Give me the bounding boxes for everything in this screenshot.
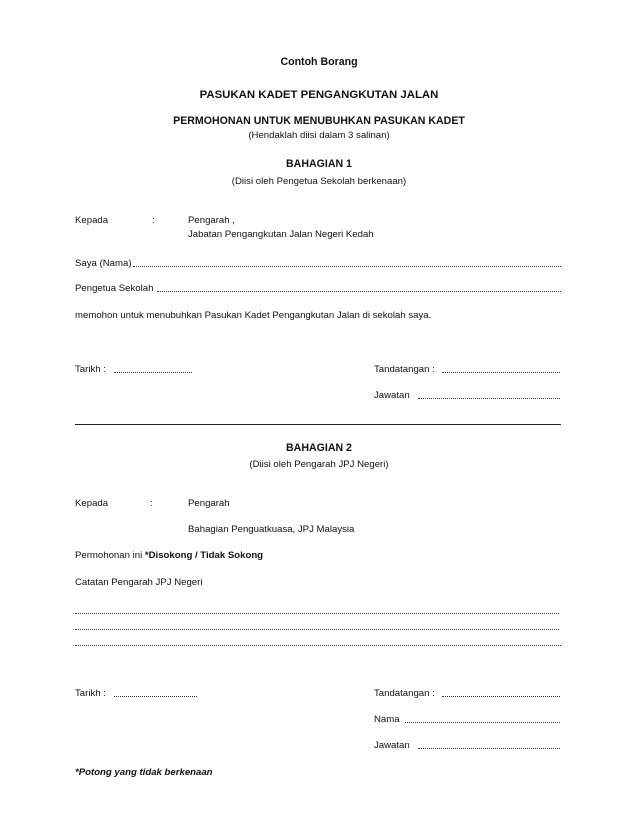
section-divider <box>75 424 561 425</box>
s1-name-label: Saya (Nama) <box>75 258 132 269</box>
s2-name-field[interactable] <box>405 722 560 723</box>
s2-date-label: Tarikh : <box>75 688 106 699</box>
s1-to-colon: : <box>152 215 155 226</box>
s2-application-prefix: Permohonan ini <box>75 550 145 561</box>
section1-heading: BAHAGIAN 1 <box>286 158 352 170</box>
s2-notes-line-1[interactable] <box>75 613 559 614</box>
s1-to-line2: Jabatan Pengangkutan Jalan Negeri Kedah <box>188 229 374 240</box>
s1-to-label: Kepada <box>75 215 109 226</box>
s2-name-label: Nama <box>374 714 400 725</box>
s2-application-line <box>75 550 263 562</box>
s1-signature-field[interactable] <box>442 372 560 373</box>
s1-date-field[interactable] <box>114 372 192 373</box>
sample-title: Contoh Borang <box>280 56 358 68</box>
copies-note: (Hendaklah diisi dalam 3 salinan) <box>248 130 390 141</box>
section2-subheading: (Diisi oleh Pengarah JPJ Negeri) <box>249 459 389 470</box>
s1-date-label: Tarikh : <box>75 364 106 375</box>
s2-to-label: Kepada <box>75 498 109 509</box>
org-title: PASUKAN KADET PENGANGKUTAN JALAN <box>199 89 439 101</box>
s2-notes-line-2[interactable] <box>75 629 559 630</box>
s2-signature-field[interactable] <box>442 696 560 697</box>
s2-position-field[interactable] <box>418 748 560 749</box>
footnote: *Potong yang tidak berkenaan <box>75 767 213 778</box>
section2-heading: BAHAGIAN 2 <box>286 442 352 454</box>
s2-notes-line-3[interactable] <box>75 645 561 646</box>
s2-to-colon: : <box>150 498 153 509</box>
s2-to-line2: Bahagian Penguatkuasa, JPJ Malaysia <box>188 524 355 535</box>
s2-to-line1: Pengarah <box>188 498 230 509</box>
s2-application-choice: *Disokong / Tidak Sokong <box>144 550 264 561</box>
s1-principal-label: Pengetua Sekolah <box>75 283 154 294</box>
s1-position-field[interactable] <box>418 398 560 399</box>
form-title: PERMOHONAN UNTUK MENUBUHKAN PASUKAN KADET <box>173 115 465 127</box>
s1-name-field[interactable] <box>133 266 561 267</box>
s1-position-label: Jawatan <box>374 390 410 401</box>
section1-subheading: (Diisi oleh Pengetua Sekolah berkenaan) <box>231 176 407 187</box>
s2-position-label: Jawatan <box>374 740 410 751</box>
s1-principal-field[interactable] <box>157 291 561 292</box>
s1-signature-label: Tandatangan : <box>374 364 435 375</box>
s2-date-field[interactable] <box>114 696 197 697</box>
s1-request-text: memohon untuk menubuhkan Pasukan Kadet Pengangkutan Jalan di sekolah saya. <box>75 310 432 321</box>
s2-signature-label: Tandatangan : <box>374 688 435 699</box>
s2-notes-label: Catatan Pengarah JPJ Negeri <box>75 577 203 588</box>
s1-to-line1: Pengarah , <box>188 215 235 226</box>
